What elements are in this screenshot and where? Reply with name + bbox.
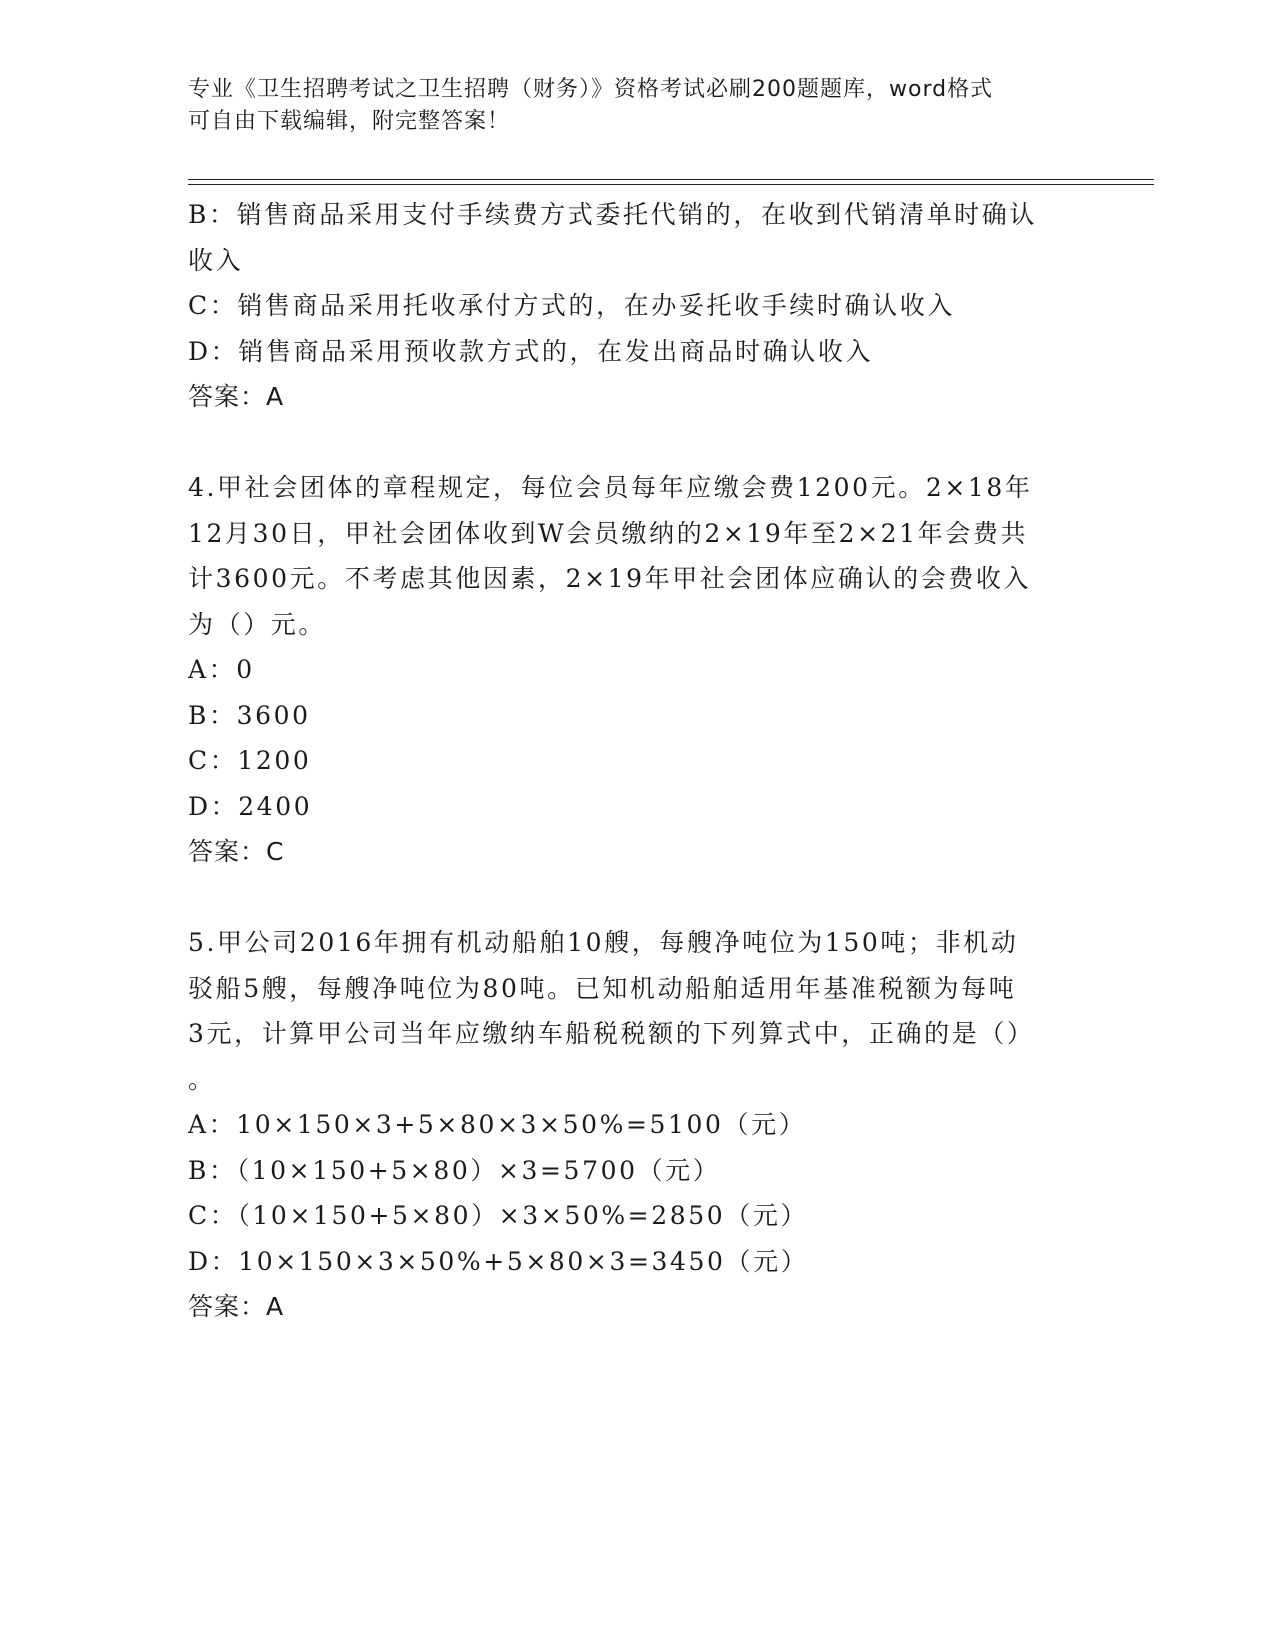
header-rule-top [188,179,1154,180]
q3-option-c: C：销售商品采用托收承付方式的，在办妥托收手续时确认收入 [188,291,955,320]
q5-option-d: D：10×150×3×50%+5×80×3=3450（元） [188,1246,809,1276]
document-header [188,74,1088,138]
q4-option-b: B：3600 [188,700,311,730]
q4-option-c: C：1200 [188,746,312,775]
q5-stem-line2: 驳船5艘，每艘净吨位为80吨。已知机动船舶适用年基准税额为每吨 [188,973,1017,1003]
spacer [188,875,1088,921]
q4-option-a: A：0 [188,655,255,684]
header-rule-bottom [188,184,1154,185]
question-5 [188,920,1088,1330]
q3-option-d: D：销售商品采用预收款方式的，在发出商品时确认收入 [188,336,874,366]
q4-option-d: D：2400 [188,791,313,821]
q5-stem-line1: 5.甲公司2016年拥有机动船舶10艘，每艘净吨位为150吨；非机动 [188,928,1019,957]
spacer [188,420,1088,466]
q4-answer: 答案：C [188,837,285,866]
q4-stem-line3: 计3600元。不考虑其他因素，2×19年甲社会团体应确认的会费收入 [188,564,1032,593]
q5-option-c: C：（10×150+5×80）×3×50%=2850（元） [188,1201,809,1230]
header-title-line2: 可自由下载编辑，附完整答案！ [188,109,511,134]
q5-stem-line3: 3元，计算甲公司当年应缴纳车船税税额的下列算式中，正确的是（） [188,1019,1035,1048]
q4-stem-line2: 12月30日，甲社会团体收到W会员缴纳的2×19年至2×21年会费共 [188,518,1029,548]
q3-option-b-line1: B：销售商品采用支付手续费方式委托代销的，在收到代销清单时确认 [188,200,1037,229]
q5-option-b: B：（10×150+5×80）×3=5700（元） [188,1155,721,1185]
question-4 [188,465,1088,875]
q4-stem-line4: 为（）元。 [188,609,327,639]
q5-stem-line4: 。 [188,1064,216,1094]
q5-option-a: A：10×150×3+5×80×3×50%=5100（元） [188,1110,807,1139]
q4-stem-line1: 4.甲社会团体的章程规定，每位会员每年应缴会费1200元。2×18年 [188,473,1033,502]
q3-option-b-line2: 收入 [188,245,244,275]
q3-answer: 答案：A [188,382,285,411]
header-title-line1: 专业《卫生招聘考试之卫生招聘（财务）》资格考试必刷200题题库，word格式 [188,77,994,102]
q5-answer: 答案：A [188,1292,285,1321]
question-3 [188,192,1088,420]
document-body [188,192,1088,1330]
